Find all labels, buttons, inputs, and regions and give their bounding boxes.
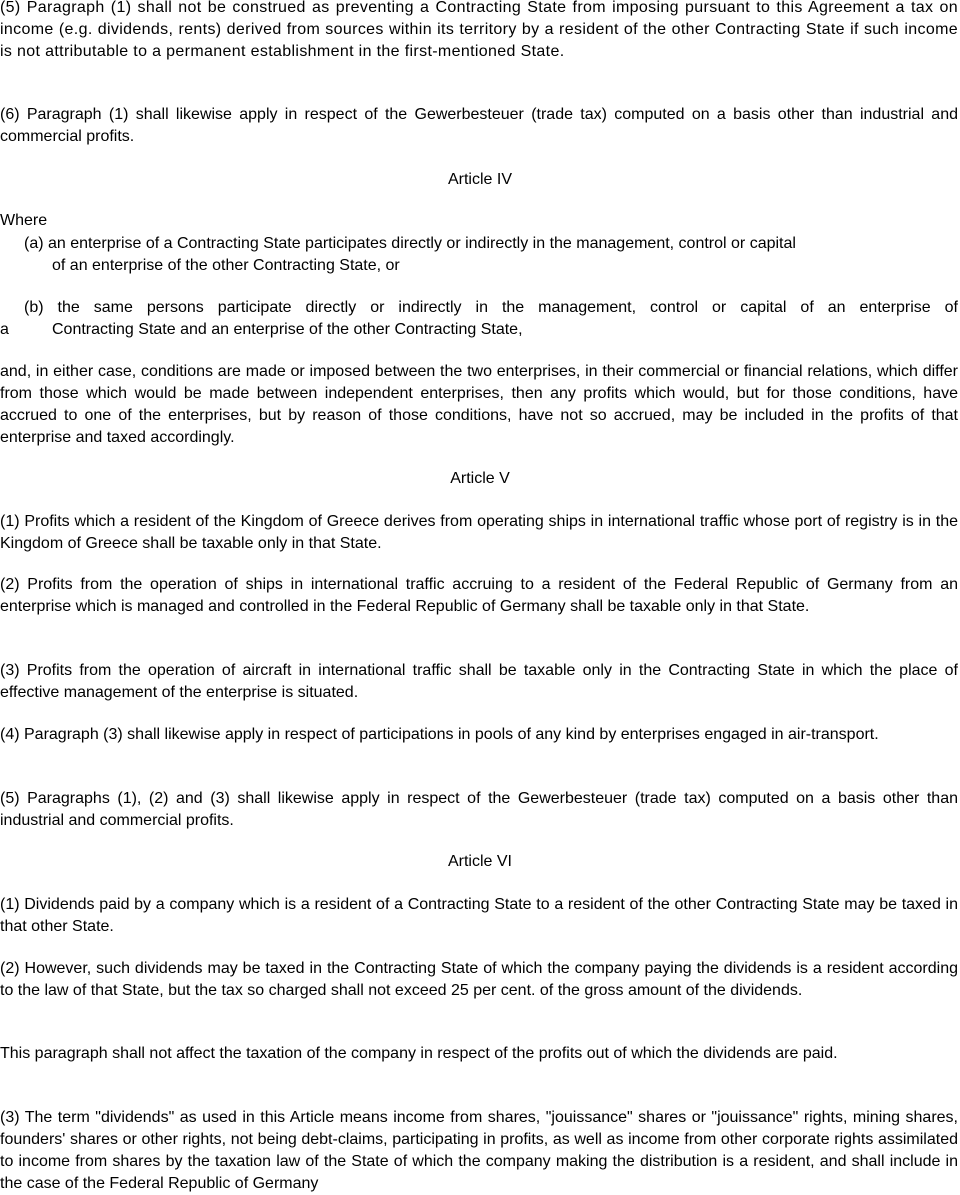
article-iv-item-b (0, 297, 958, 341)
item-b-line-2-wrap (0, 319, 958, 341)
item-b-lead: a (0, 321, 9, 338)
item-b-line-2: Contracting State and an enterprise of the other Contracting State, (52, 321, 523, 338)
item-b-line-1: (b) the same persons participate directly or indirectly in the management, control or capital of an enterprise of (24, 299, 958, 316)
article-vi-paragraph-3: (3) The term "dividends" as used in this Article means income from shares, "jouissance" shares or "jouissance" rights, mining shares, founders' shares or other rights, not being debt-claims, participating in profits, as well as income from other corporate rights assimilated to income from shares by the taxation law of the State of which the company making the distribution is a resident, and shall include in the case of the Federal Republic of Germany (0, 1109, 958, 1192)
where-label: Where (0, 212, 48, 229)
article-v-paragraph-5: (5) Paragraphs (1), (2) and (3) shall likewise apply in respect of the Gewerbesteuer (trade tax) computed on a basis other than industrial and commercial profits. (0, 790, 958, 829)
article-iv-item-a (24, 233, 958, 277)
article-vi-paragraph-2-note: This paragraph shall not affect the taxation of the company in respect of the profits out of which the dividends are paid. (0, 1045, 838, 1062)
article-iv-heading: Article IV (447, 171, 512, 188)
article-vi-paragraph-2: (2) However, such dividends may be taxed in the Contracting State of which the company paying the dividends is a resident according to the law of that State, but the tax so charged shall not exceed 25 per cent. of the gross amount of the dividends. (0, 960, 958, 999)
article-v-paragraph-3: (3) Profits from the operation of aircraft in international traffic shall be taxable only in the Contracting State in which the place of effective management of the enterprise is situated. (0, 662, 958, 701)
item-a-line-2: of an enterprise of the other Contracting State, or (52, 257, 400, 274)
article-v-heading: Article V (450, 470, 510, 487)
paragraph-6: (6) Paragraph (1) shall likewise apply in respect of the Gewerbesteuer (trade tax) computed on a basis other than industrial and commercial profits. (0, 106, 958, 145)
article-vi-paragraph-1: (1) Dividends paid by a company which is a resident of a Contracting State to a resident of the other Contracting State may be taxed in that other State. (0, 896, 958, 935)
article-vi-heading: Article VI (447, 853, 512, 870)
article-v-paragraph-1: (1) Profits which a resident of the Kingdom of Greece derives from operating ships in international traffic whose port of registry is in the Kingdom of Greece shall be taxable only in that State. (0, 513, 958, 552)
paragraph-5-continued: (5) Paragraph (1) shall not be construed as preventing a Contracting State from imposing pursuant to this Agreement a tax on income (e.g. dividends, rents) derived from sources within its territory by a resident of the other Contracting State if such income is not attributable to a permanent establishment in the first-mentioned State. (0, 0, 958, 60)
article-iv-conclusion: and, in either case, conditions are made or imposed between the two enterprises, in their commercial or financial relations, which differ from those which would be made between independent enterprises, then any profits which would, but for those conditions, have accrued to one of the enterprises, but by reason of those conditions, have not so accrued, may be included in the profits of that enterprise and taxed accordingly. (0, 363, 958, 446)
item-a-line-1: (a) an enterprise of a Contracting State participates directly or indirectly in the management, control or capital (24, 235, 796, 252)
article-v-paragraph-4: (4) Paragraph (3) shall likewise apply in respect of participations in pools of any kind by enterprises engaged in air-transport. (0, 726, 879, 743)
article-v-paragraph-2: (2) Profits from the operation of ships in international traffic accruing to a resident of the Federal Republic of Germany from an enterprise which is managed and controlled in the Federal Republic of Germany shall be taxable only in that State. (0, 576, 958, 615)
